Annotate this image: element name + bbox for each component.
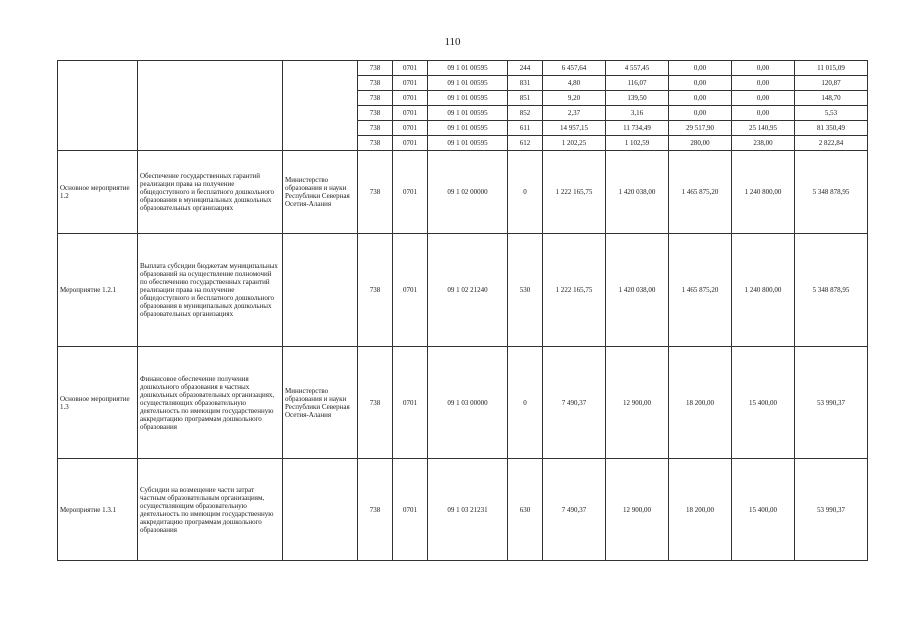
table-cell: 148,70	[795, 91, 868, 106]
activity-executor: Министерство образования и науки Республики Северная Осетия-Алания	[283, 347, 358, 459]
activity-description: Обеспечение государственных гарантий реализации права на получение общедоступного и бесплатного дошкольного образования в муниципальных дошкольных образовательных организациях	[138, 151, 283, 234]
table-cell: 0701	[393, 121, 428, 136]
table-cell: 238,00	[732, 136, 795, 151]
table-cell: 09 1 03 21231	[428, 459, 508, 561]
table-cell: 0,00	[732, 91, 795, 106]
table-cell: 0701	[393, 459, 428, 561]
table-cell: 1 465 875,20	[669, 234, 732, 347]
table-cell: 9,20	[543, 91, 606, 106]
table-cell: 612	[508, 136, 543, 151]
table-cell: 738	[358, 234, 393, 347]
table-cell: 1 222 165,75	[543, 234, 606, 347]
table-cell: 29 517,90	[669, 121, 732, 136]
table-cell: 3,16	[606, 106, 669, 121]
table-cell: 1 102,59	[606, 136, 669, 151]
table-cell: 2 822,84	[795, 136, 868, 151]
table-cell: 738	[358, 61, 393, 76]
table-cell: 630	[508, 459, 543, 561]
table-cell: 09 1 01 00595	[428, 91, 508, 106]
activity-description: Субсидии на возмещение части затрат частным образовательным организациям, осуществляющим образовательную деятельность по имеющим государственную аккредитацию программам дошкольного образования	[138, 459, 283, 561]
table-cell: 09 1 02 21240	[428, 234, 508, 347]
table-cell: 738	[358, 347, 393, 459]
table-cell: 09 1 03 00000	[428, 347, 508, 459]
table-cell: 0	[508, 347, 543, 459]
table-cell: 738	[358, 459, 393, 561]
table-cell: 11 734,49	[606, 121, 669, 136]
table-cell: 0,00	[669, 106, 732, 121]
continued-name-cell	[58, 61, 138, 151]
table-cell: 53 990,37	[795, 459, 868, 561]
table-cell: 15 400,00	[732, 459, 795, 561]
table-cell: 5 348 878,95	[795, 151, 868, 234]
activity-description: Финансовое обеспечение получения дошкольного образования в частных дошкольных образовательных организациях, осуществляющих образовательную деятельность по имеющим государственную аккредитацию программам дошкольного образования	[138, 347, 283, 459]
table-cell: 851	[508, 91, 543, 106]
table-cell: 0701	[393, 61, 428, 76]
table-cell: 11 015,09	[795, 61, 868, 76]
table-cell: 530	[508, 234, 543, 347]
table-row	[58, 234, 868, 347]
table-cell: 7 490,37	[543, 459, 606, 561]
activity-name: Основное мероприятие 1.3	[58, 347, 138, 459]
activity-name: Основное мероприятие 1.2	[58, 151, 138, 234]
table-cell: 14 957,15	[543, 121, 606, 136]
table-cell: 09 1 02 00000	[428, 151, 508, 234]
table-cell: 7 490,37	[543, 347, 606, 459]
continued-description-cell	[138, 61, 283, 151]
table-cell: 5,53	[795, 106, 868, 121]
table-cell: 18 200,00	[669, 347, 732, 459]
table-cell: 0	[508, 151, 543, 234]
table-cell: 1 240 800,00	[732, 234, 795, 347]
table-cell: 0701	[393, 91, 428, 106]
table-row	[58, 151, 868, 234]
table-row	[58, 61, 868, 76]
table-cell: 0701	[393, 136, 428, 151]
table-cell: 81 350,49	[795, 121, 868, 136]
table-cell: 1 240 800,00	[732, 151, 795, 234]
table-cell: 738	[358, 106, 393, 121]
table-cell: 0,00	[669, 76, 732, 91]
table-cell: 6 457,64	[543, 61, 606, 76]
table-cell: 0701	[393, 347, 428, 459]
table-cell: 09 1 01 00595	[428, 136, 508, 151]
table-cell: 1 465 875,20	[669, 151, 732, 234]
table-cell: 53 990,37	[795, 347, 868, 459]
table-cell: 0,00	[732, 106, 795, 121]
table-cell: 09 1 01 00595	[428, 106, 508, 121]
table-row	[58, 347, 868, 459]
page-number: 110	[444, 36, 461, 48]
table-cell: 0,00	[669, 91, 732, 106]
table-cell: 4 557,45	[606, 61, 669, 76]
table-cell: 1 420 038,00	[606, 151, 669, 234]
table-cell: 738	[358, 76, 393, 91]
table-cell: 244	[508, 61, 543, 76]
table-cell: 738	[358, 151, 393, 234]
table-cell: 0,00	[669, 61, 732, 76]
table-cell: 0701	[393, 106, 428, 121]
table-cell: 139,50	[606, 91, 669, 106]
table-cell: 12 900,00	[606, 347, 669, 459]
activity-name: Мероприятие 1.2.1	[58, 234, 138, 347]
table-cell: 25 140,95	[732, 121, 795, 136]
table-cell: 18 200,00	[669, 459, 732, 561]
table-cell: 5 348 878,95	[795, 234, 868, 347]
table-cell: 120,87	[795, 76, 868, 91]
continued-executor-cell	[283, 61, 358, 151]
table-cell: 0701	[393, 234, 428, 347]
table-cell: 12 900,00	[606, 459, 669, 561]
table-cell: 738	[358, 136, 393, 151]
table-cell: 4,80	[543, 76, 606, 91]
table-cell: 1 222 165,75	[543, 151, 606, 234]
table-cell: 1 420 038,00	[606, 234, 669, 347]
table-cell: 09 1 01 00595	[428, 121, 508, 136]
activity-name: Мероприятие 1.3.1	[58, 459, 138, 561]
table-cell: 831	[508, 76, 543, 91]
table-cell: 0,00	[732, 61, 795, 76]
table-cell: 116,07	[606, 76, 669, 91]
activity-description: Выплата субсидии бюджетам муниципальных образований на осуществление полномочий по обеспечению государственных гарантий реализации права на получение общедоступного и бесплатного дошкольного образования в муниципальных дошкольных образовательных организациях	[138, 234, 283, 347]
table-cell: 2,37	[543, 106, 606, 121]
activity-executor: Министерство образования и науки Республики Северная Осетия-Алания	[283, 151, 358, 234]
table-row	[58, 459, 868, 561]
table-cell: 738	[358, 91, 393, 106]
table-cell: 611	[508, 121, 543, 136]
table-cell: 15 400,00	[732, 347, 795, 459]
budget-table	[57, 60, 868, 561]
table-cell: 0701	[393, 76, 428, 91]
table-cell: 738	[358, 121, 393, 136]
table-cell: 09 1 01 00595	[428, 76, 508, 91]
table-cell: 0,00	[732, 76, 795, 91]
table-cell: 852	[508, 106, 543, 121]
table-cell: 09 1 01 00595	[428, 61, 508, 76]
table-cell: 0701	[393, 151, 428, 234]
table-cell: 280,00	[669, 136, 732, 151]
activity-executor	[283, 459, 358, 561]
table-cell: 1 202,25	[543, 136, 606, 151]
activity-executor	[283, 234, 358, 347]
